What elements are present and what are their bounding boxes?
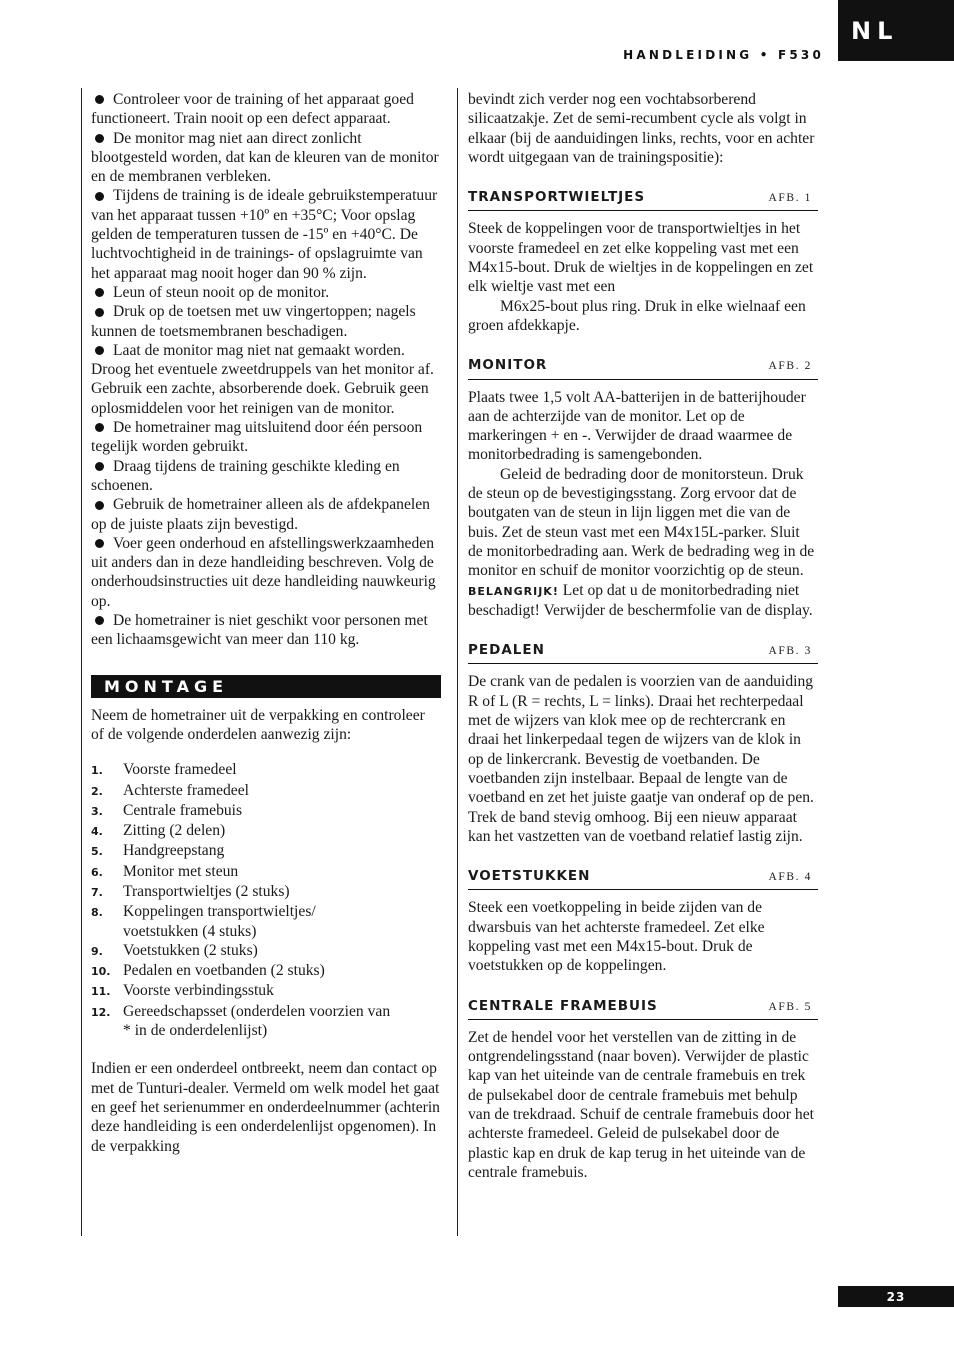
pedalen-heading: PEDALEN AFB. 3 [468,641,818,664]
bullet-icon [95,134,104,143]
bullet-icon [95,539,104,548]
list-item: 5. Handgreepstang [91,842,225,860]
monitor-text: Plaats twee 1,5 volt AA-batterijen in de batterijhouder aan de achterzijde van de monitor. Let op de markeringen + en -. Verwijder de draad waarmee de monitorbedrading is samengebonden. [468,388,806,464]
bullet-item: Tijdens de training is de ideale gebruikstemperatuur van het apparaat tussen +10º en +35°C; Voor opslag gelden de temperaturen tussen de -15º en +40°C. De luchtvochtigheid in de trainings- of opslagruimte van het apparaat mag nooit hoger dan 90 % zijn. [91,187,438,282]
framebuis-heading: CENTRALE FRAMEBUIS AFB. 5 [468,997,818,1020]
bullet-item: De monitor mag niet aan direct zonlicht blootgesteld worden, dat kan de kleuren van de monitor en de membranen verbleken. [91,129,439,186]
parts-list [91,760,441,1040]
left-column [91,90,441,1156]
bullet-item: Leun of steun nooit op de monitor. [91,283,441,302]
right-column [468,90,818,1182]
list-item: 8. Koppelingen transportwieltjes/ voetstukken (4 stuks) [91,903,316,940]
pedalen-text: De crank van de pedalen is voorzien van de aanduiding R of L (R = rechts, L = links). Draai het rechterpedaal met de wijzers van klok mee op de rechtercrank en draai het linkerpedaal tegen de wijzers van de klok in op de linkercrank. Bevestig de voetbanden. De voetbanden zijn instelbaar. Bepaal de lengte van de voetband en zet het juiste gaatje van onderaf op de pen. Trek de band stevig omhoog. Bij een nieuw apparaat kan het vastzetten van de voetband relatief lastig zijn. [468,673,814,845]
bullet-icon [95,462,104,471]
bullet-icon [95,192,104,201]
running-title: HANDLEIDING • F530 [623,48,824,62]
center-rule [457,88,458,1236]
list-item: 3. Centrale framebuis [91,801,243,819]
list-item: 4. Zitting (2 delen) [91,822,226,840]
list-item: 2. Achterste framedeel [91,781,249,799]
bullet-item: Draag tijdens de training geschikte kleding en schoenen. [91,457,400,494]
bullet-icon [95,95,104,104]
list-item: 9. Voetstukken (2 stuks) [91,941,258,959]
voetstukken-text: Steek een voetkoppeling in beide zijden van de dwarsbuis van het achterste framedeel. Zet elke koppeling vast met een M4x15-bout. Druk de voetstukken op de koppelingen. [468,899,765,975]
bullet-icon [95,288,104,297]
list-item: 6. Monitor met steun [91,862,239,880]
transport-text-2: M6x25-bout plus ring. Druk in elke wielnaaf een groen afdekkapje. [468,297,806,334]
monitor-heading: MONITOR AFB. 2 [468,356,818,379]
left-rule [81,88,82,1236]
montage-intro: Neem de hometrainer uit de verpakking en controleer of de volgende onderdelen aanwezig zijn: [91,706,425,743]
voetstukken-heading: VOETSTUKKEN AFB. 4 [468,867,818,890]
bullet-item: De hometrainer mag uitsluitend door één persoon tegelijk worden gebruikt. [91,419,423,456]
transport-heading: TRANSPORTWIELTJES AFB. 1 [468,188,818,211]
list-item: 7. Transportwieltjes (2 stuks) [91,882,290,900]
bullet-item: Druk op de toetsen met uw vingertoppen; nagels kunnen de toetsmembranen beschadigen. [91,303,416,340]
bullet-icon [95,616,104,625]
page-number: 23 [838,1286,954,1307]
montage-closing: Indien er een onderdeel ontbreekt, neem dan contact op met de Tunturi-dealer. Vermeld om welk model het gaat en geef het serienummer en onderdeelnummer (achterin deze handleiding is een onderdelenlijst opgenomen). In de verpakking [91,1060,440,1155]
list-item: 1. Voorste framedeel [91,761,237,779]
framebuis-text: Zet de hendel voor het verstellen van de zitting in de ontgrendelingsstand (naar boven). Verwijder de plastic kap van het uiteinde van de centrale framebuis en trek de pulsekabel door de centrale framebuis met behulp van de trekdraad. Schuif de centrale framebuis door het achterste framedeel. Geleid de pulsekabel door de plastic kap en druk de kap terug in het uiteinde van de centrale framebuis. [468,1028,814,1181]
bullet-icon [95,346,104,355]
bullet-icon [95,423,104,432]
list-item: 10. Pedalen en voetbanden (2 stuks) [91,962,325,980]
list-item: 11. Voorste verbindingsstuk [91,982,274,1000]
bullet-item: De hometrainer is niet geschikt voor personen met een lichaamsgewicht van meer dan 110 kg. [91,612,428,649]
montage-heading: MONTAGE [91,675,441,698]
bullet-icon [95,308,104,317]
monitor-text-2: Geleid de bedrading door de monitorsteun. Druk de steun op de bevestigingsstang. Zorg ervoor dat de boutgaten van de steun in lijn liggen met die van de buis. Zet de steun vast met een M4x15L-parker. Sluit de monitorbedrading aan. Werk de bedrading weg in de monitor en schuif de monitor voorzichtig op de steun. BELANGRIJK! Let op dat u de monitorbedrading niet beschadigt! Verwijder de beschermfolie van de display. [468,465,815,619]
bullet-item: Voer geen onderhoud en afstellingswerkzaamheden uit anders dan in deze handleiding beschreven. Volg de onderhoudsinstructies uit deze handleiding nauwkeurig op. [91,534,436,610]
bullet-icon [95,501,104,510]
transport-text: Steek de koppelingen voor de transportwieltjes in het voorste framedeel en zet elke koppeling vast met een M4x15-bout. Druk de wieltjes in de koppelingen en zet elk wieltje vast met een [468,220,814,296]
bullet-item: Gebruik de hometrainer alleen als de afdekpanelen op de juiste plaats zijn bevestigd. [91,496,430,533]
list-item: 12. Gereedschapsset (onderdelen voorzien van * in de onderdelenlijst) [91,1002,391,1040]
bullet-item: Controleer voor de training of het apparaat goed functioneert. Train nooit op een defect apparaat. [91,91,414,128]
bullet-item: Laat de monitor mag niet nat gemaakt worden. Droog het eventuele zweetdruppels van het monitor af. Gebruik een zachte, absorberende doek. Gebruik geen oplosmiddelen voor het reinigen van de monitor. [91,341,434,417]
continuation-text: bevindt zich verder nog een vochtabsorberend silicaatzakje. Zet de semi-recumbent cycle als volgt in elkaar (bij de aanduidingen links, rechts, voor en achter wordt uitgegaan van de trainingspositie): [468,91,815,166]
important-label: BELANGRIJK! [468,584,559,598]
language-tab: NL [838,0,954,61]
